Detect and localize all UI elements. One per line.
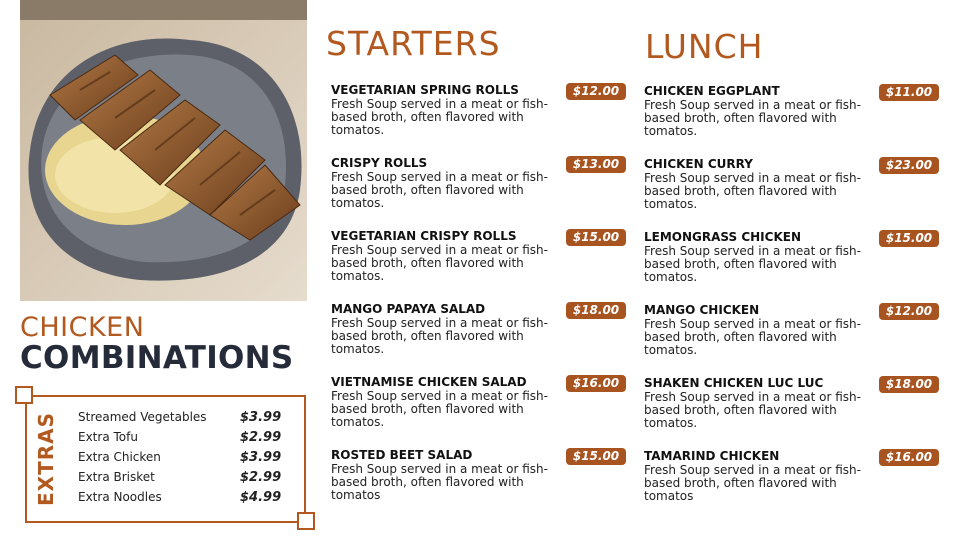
promo-heading-light: CHICKEN (20, 312, 145, 343)
extras-row (78, 450, 288, 470)
chicken-rice-photo (20, 0, 307, 301)
extras-name: Extra Chicken (78, 450, 161, 464)
price-badge: $12.00 (879, 303, 939, 320)
price-badge: $23.00 (879, 157, 939, 174)
extras-row (78, 490, 288, 510)
price-badge: $15.00 (566, 229, 626, 246)
menu-item-starter (331, 83, 631, 153)
menu-item-lunch (644, 157, 944, 227)
item-name: VEGETARIAN CRISPY ROLLS (331, 229, 517, 243)
item-name: VEGETARIAN SPRING ROLLS (331, 83, 519, 97)
extras-name: Streamed Vegetables (78, 410, 207, 424)
item-name: CHICKEN CURRY (644, 157, 753, 171)
corner-decoration-bottom-right (297, 512, 315, 530)
extras-name: Extra Brisket (78, 470, 155, 484)
item-description: Fresh Soup served in a meat or fish-based broth, often flavored with tomatos. (644, 98, 861, 138)
price-badge: $11.00 (879, 84, 939, 101)
item-description: Fresh Soup served in a meat or fish-based broth, often flavored with tomatos. (644, 390, 861, 430)
item-description: Fresh Soup served in a meat or fish-based broth, often flavored with tomatos. (331, 243, 548, 283)
extras-price: $4.99 (240, 490, 282, 505)
menu-item-starter (331, 375, 631, 445)
item-description: Fresh Soup served in a meat or fish-based broth, often flavored with tomatos (644, 463, 861, 503)
item-description: Fresh Soup served in a meat or fish-based broth, often flavored with tomatos (331, 462, 548, 502)
price-badge: $16.00 (879, 449, 939, 466)
extras-price: $3.99 (240, 450, 282, 465)
extras-row (78, 470, 288, 490)
item-name: LEMONGRASS CHICKEN (644, 230, 801, 244)
menu-item-lunch (644, 376, 944, 446)
price-badge: $15.00 (879, 230, 939, 247)
item-description: Fresh Soup served in a meat or fish-based broth, often flavored with tomatos. (331, 316, 548, 356)
item-description: Fresh Soup served in a meat or fish-based broth, often flavored with tomatos. (331, 170, 548, 210)
item-name: TAMARIND CHICKEN (644, 449, 780, 463)
item-name: ROSTED BEET SALAD (331, 448, 473, 462)
item-name: VIETNAMISE CHICKEN SALAD (331, 375, 527, 389)
price-badge: $15.00 (566, 448, 626, 465)
price-badge: $12.00 (566, 83, 626, 100)
menu-item-starter (331, 229, 631, 299)
price-badge: $18.00 (566, 302, 626, 319)
menu-item-starter (331, 448, 631, 518)
item-description: Fresh Soup served in a meat or fish-based broth, often flavored with tomatos. (644, 244, 861, 284)
item-name: CHICKEN EGGPLANT (644, 84, 780, 98)
extras-row (78, 430, 288, 450)
promo-heading-bold: COMBINATIONS (20, 340, 294, 376)
item-description: Fresh Soup served in a meat or fish-based broth, often flavored with tomatos. (331, 389, 548, 429)
extras-price: $2.99 (240, 430, 282, 445)
price-badge: $16.00 (566, 375, 626, 392)
price-badge: $13.00 (566, 156, 626, 173)
item-name: MANGO PAPAYA SALAD (331, 302, 486, 316)
menu-item-starter (331, 302, 631, 372)
extras-price: $3.99 (240, 410, 282, 425)
corner-decoration-top-left (15, 386, 33, 404)
extras-price: $2.99 (240, 470, 282, 485)
extras-label: EXTRAS (34, 411, 58, 506)
menu-item-starter (331, 156, 631, 226)
extras-row (78, 410, 288, 430)
menu-item-lunch (644, 449, 944, 519)
extras-name: Extra Noodles (78, 490, 162, 504)
menu-item-lunch (644, 230, 944, 300)
item-name: CRISPY ROLLS (331, 156, 428, 170)
item-description: Fresh Soup served in a meat or fish-based broth, often flavored with tomatos. (644, 317, 861, 357)
menu-item-lunch (644, 303, 944, 373)
item-name: MANGO CHICKEN (644, 303, 760, 317)
price-badge: $18.00 (879, 376, 939, 393)
item-description: Fresh Soup served in a meat or fish-based broth, often flavored with tomatos. (331, 97, 548, 137)
extras-name: Extra Tofu (78, 430, 138, 444)
item-name: SHAKEN CHICKEN LUC LUC (644, 376, 824, 390)
menu-item-lunch (644, 84, 944, 154)
starters-title: STARTERS (326, 24, 501, 63)
lunch-title: LUNCH (645, 27, 764, 66)
item-description: Fresh Soup served in a meat or fish-based broth, often flavored with tomatos. (644, 171, 861, 211)
